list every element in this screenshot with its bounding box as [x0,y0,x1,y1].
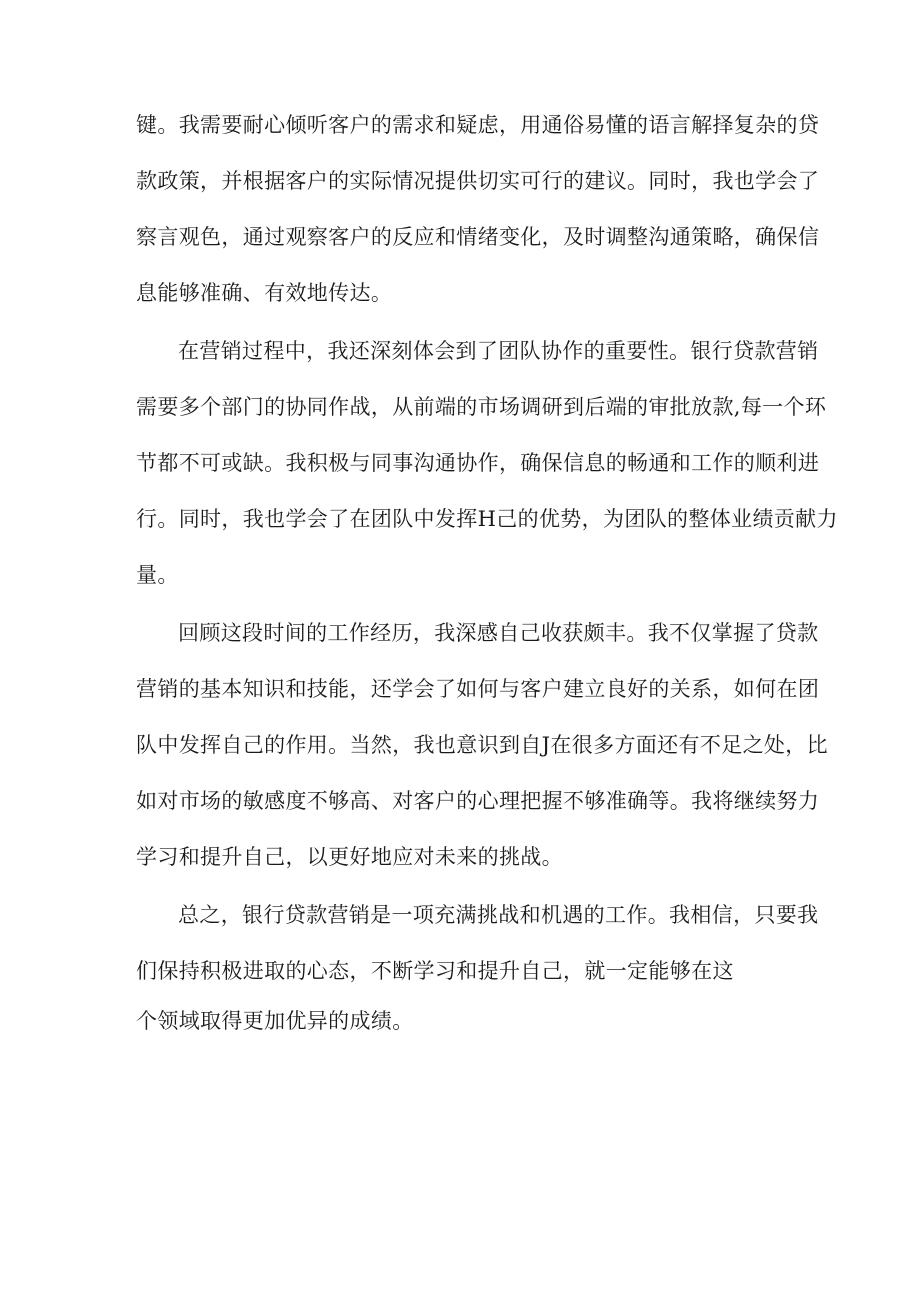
text-line: 察言观色，通过观察客户的反应和情绪变化，及时调整沟通策略，确保信 [136,225,820,249]
text-line: 需要多个部门的协同作战，从前端的市场调研到后端的审批放款,每一个环 [136,395,827,419]
paragraph-first-line: 回顾这段时间的工作经历，我深感自己收获颇丰。我不仅掌握了贷款 [178,621,819,645]
text-line: 款政策，并根据客户的实际情况提供切实可行的建议。同时，我也学会了 [136,169,820,193]
text-line: 个领域取得更加优异的成绩。 [136,1009,414,1033]
text-line: 营销的基本知识和技能，还学会了如何与客户建立良好的关系，如何在团 [136,677,820,701]
text-line: 队中发挥自己的作用。当然，我也意识到自J在很多方面还有不足之处，比 [136,733,828,757]
text-line: 如对市场的敏感度不够高、对客户的心理把握不够准确等。我将继续努力 [136,789,820,813]
text-line: 节都不可或缺。我积极与同事沟通协作，确保信息的畅通和工作的顺利进 [136,451,820,475]
text-line: 息能够准确、有效地传达。 [136,281,393,305]
text-line: 量。 [136,563,179,587]
text-line: 键。我需要耐心倾听客户的需求和疑虑，用通俗易懂的语言解择复杂的贷 [136,113,820,137]
paragraph-first-line: 在营销过程中，我还深刻体会到了团队协作的重要性。银行贷款营销 [178,339,819,363]
text-line: 行。同时，我也学会了在团队中发挥H己的优势，为团队的整体业绩贡献力 [136,507,838,531]
text-line: 学习和提升自己，以更好地应对未来的挑战。 [136,845,563,869]
text-line: 们保持积极进取的心态，不断学习和提升自己，就一定能够在这 [136,959,734,983]
paragraph-first-line: 总之，银行贷款营销是一项充满挑战和机遇的工作。我相信，只要我 [178,903,819,927]
